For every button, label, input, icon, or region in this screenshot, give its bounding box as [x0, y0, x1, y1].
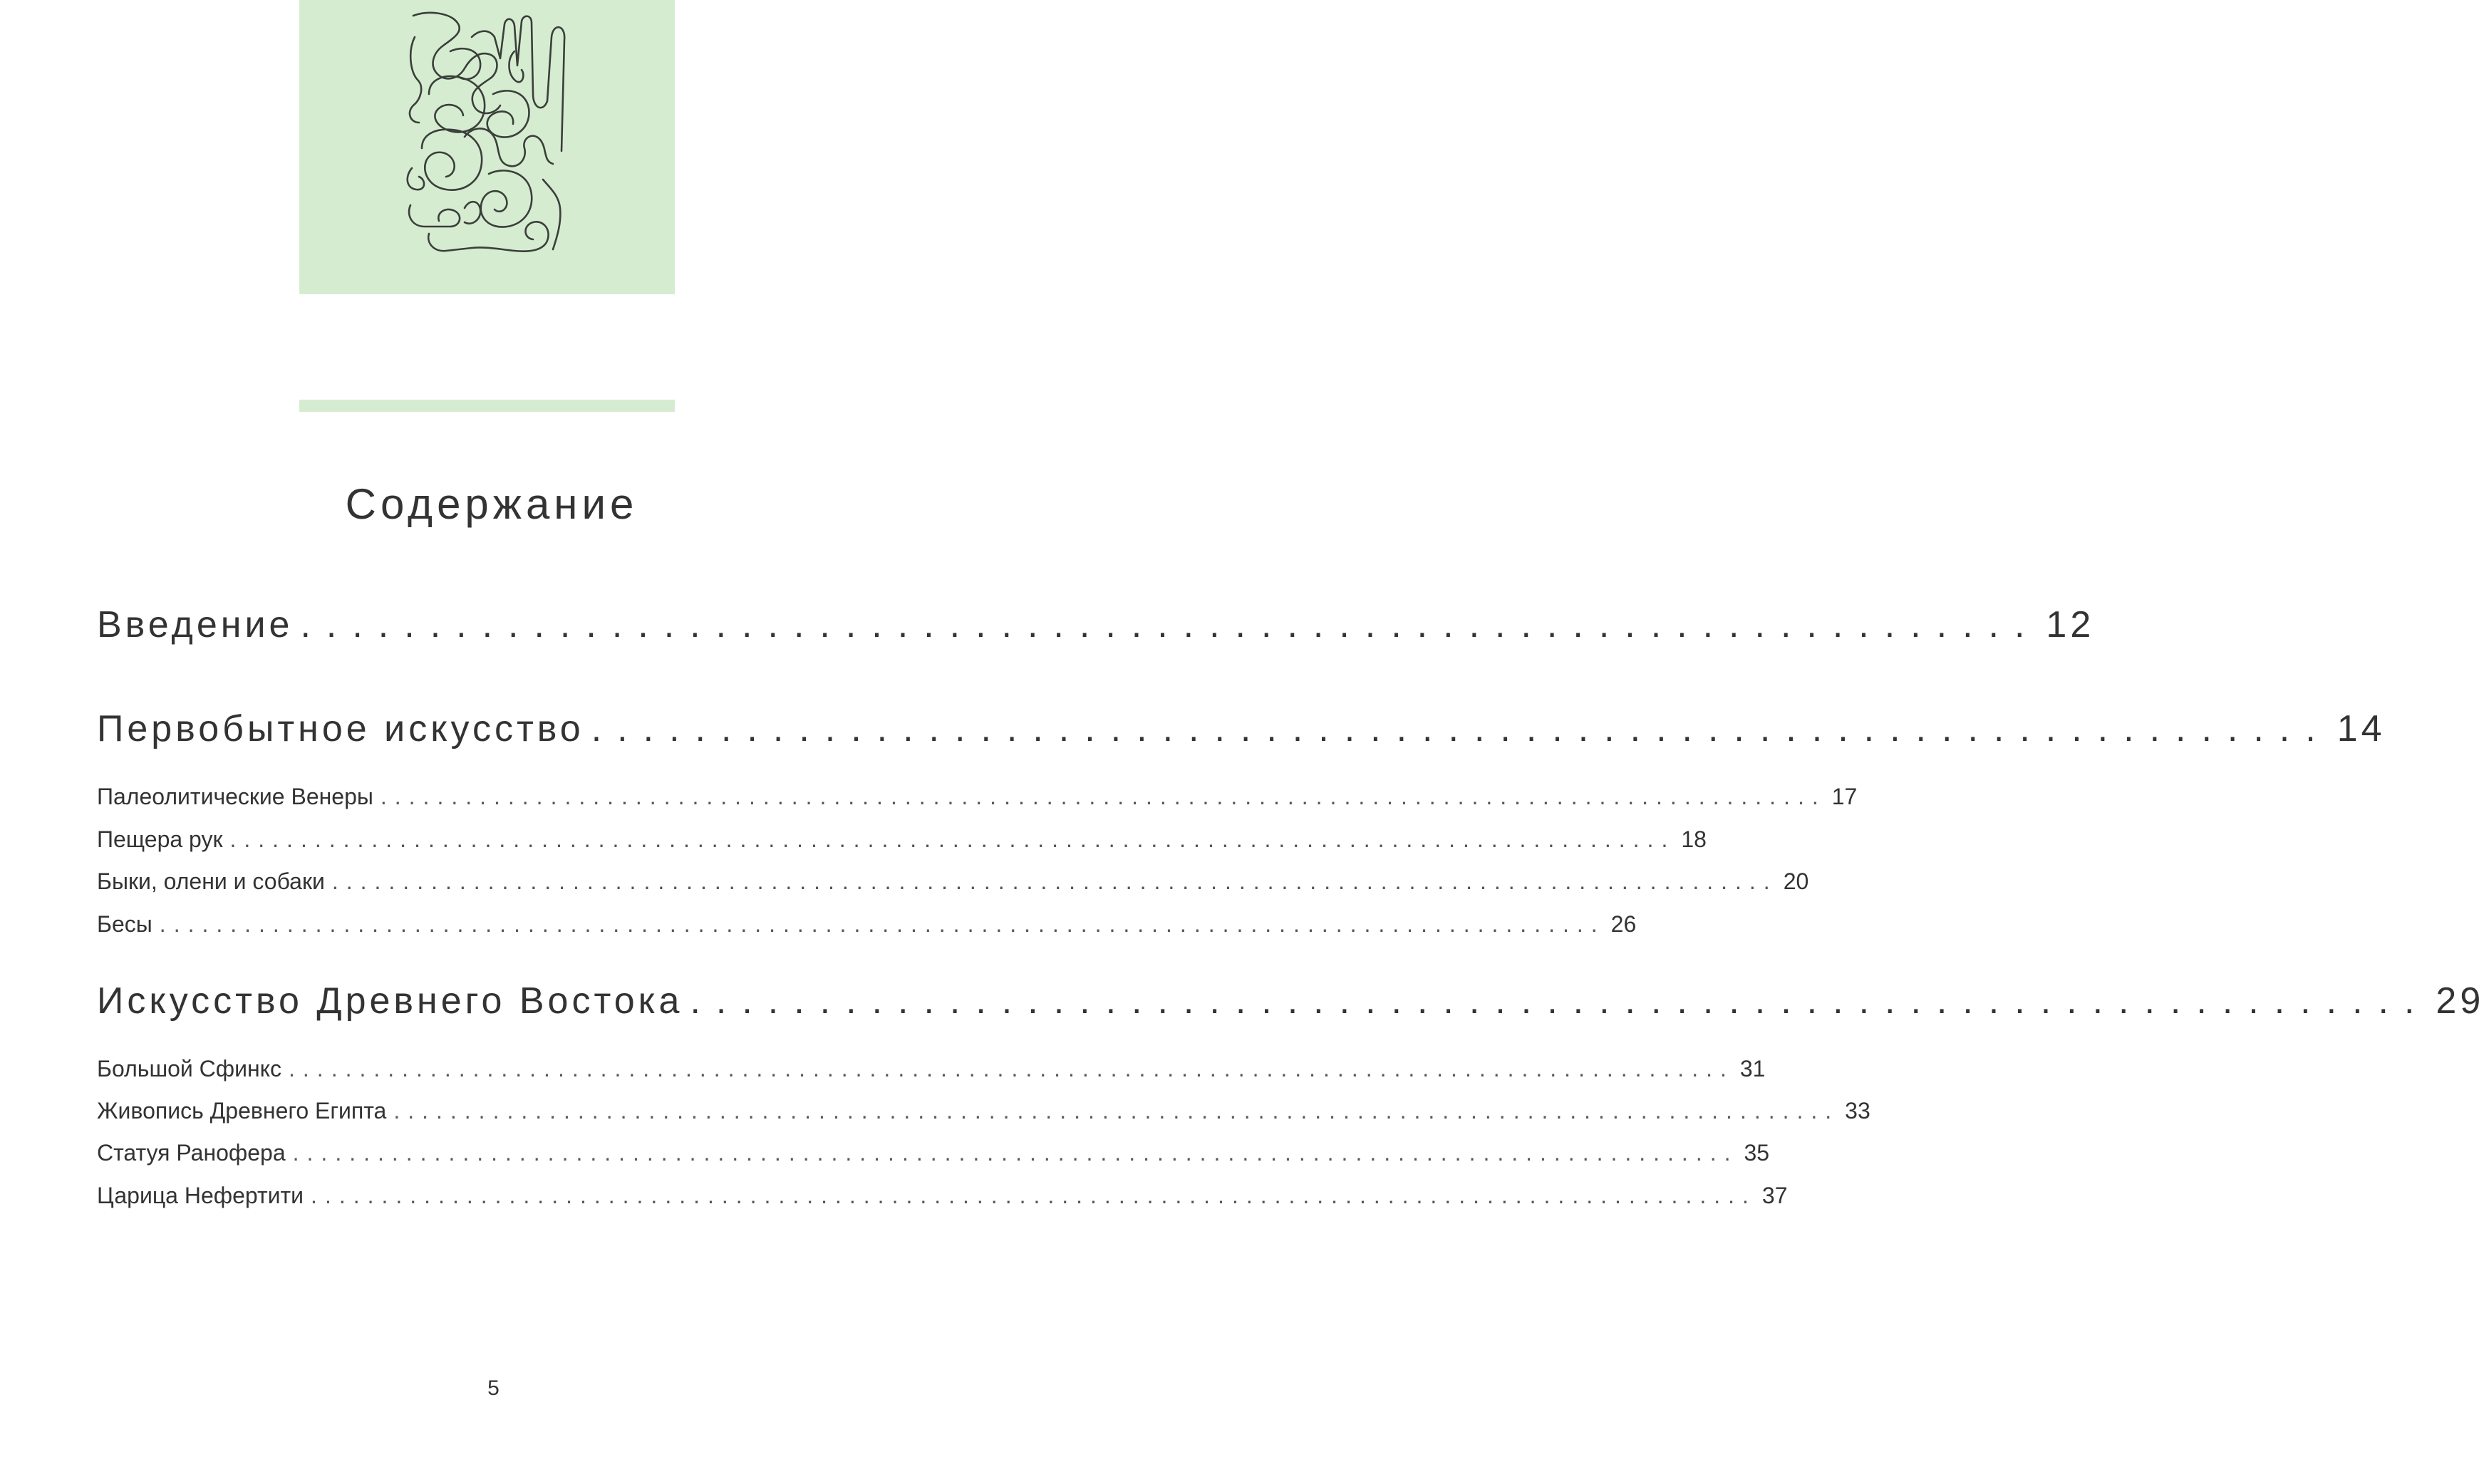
- toc-item-page: 35: [1738, 1137, 1769, 1168]
- toc-item-page: 17: [1826, 781, 1858, 812]
- toc-item[interactable]: [97, 1053, 1766, 1084]
- page-number: 5: [487, 1376, 500, 1400]
- toc-item[interactable]: [97, 1137, 1770, 1168]
- toc-section-introduction[interactable]: [97, 600, 2095, 650]
- toc-title: Содержание: [345, 480, 638, 528]
- toc-section-page: 29: [2430, 976, 2484, 1026]
- toc-leader-dots: ...................................................................: [690, 980, 2431, 1022]
- toc-item[interactable]: [97, 1180, 1788, 1211]
- toc-item-title: Статуя Ранофера: [97, 1137, 293, 1168]
- toc-leader-dots: ......................................................................................................: [380, 784, 1826, 809]
- toc-section-page: 12: [2040, 600, 2094, 650]
- toc-section-primitive-art[interactable]: [97, 704, 2386, 754]
- toc-item-page: 37: [1756, 1180, 1788, 1211]
- toc-leader-dots: ......................................................................................................: [292, 1140, 1739, 1166]
- toc-section-ancient-east[interactable]: [97, 976, 2484, 1026]
- toc-item-title: Быки, олени и собаки: [97, 866, 332, 897]
- toc-item[interactable]: [97, 866, 1809, 897]
- toc-leader-dots: ......................................................................................................: [289, 1056, 1734, 1081]
- cover-illustration-panel: [299, 0, 675, 294]
- toc-section-title: Введение: [97, 600, 300, 650]
- toc-item-title: Большой Сфинкс: [97, 1053, 289, 1084]
- toc-item-page: 20: [1778, 866, 1809, 897]
- toc-section-title: Первобытное искусство: [97, 704, 591, 754]
- toc-leader-dots: ...................................................................: [300, 604, 2041, 645]
- toc-section-title: Искусство Древнего Востока: [97, 976, 690, 1026]
- toc-item[interactable]: [97, 908, 1637, 940]
- toc-item-title: Палеолитические Венеры: [97, 781, 381, 812]
- toc-item-page: 18: [1675, 824, 1707, 855]
- toc-leader-dots: ......................................................................................................: [229, 826, 1676, 852]
- toc-item[interactable]: [97, 1095, 1870, 1126]
- toc-item-page: 26: [1605, 908, 1637, 940]
- abstract-line-art-icon: [400, 9, 571, 254]
- toc-item-title: Царица Нефертити: [97, 1180, 311, 1211]
- toc-leader-dots: ......................................................................................................: [311, 1183, 1756, 1208]
- toc-leader-dots: ...................................................................: [591, 708, 2332, 749]
- toc-leader-dots: ......................................................................................................: [159, 911, 1605, 937]
- toc-section-page: 14: [2332, 704, 2386, 754]
- toc-item-page: 33: [1839, 1095, 1870, 1126]
- toc-item-title: Бесы: [97, 908, 160, 940]
- toc-item[interactable]: [97, 824, 1707, 855]
- toc-item[interactable]: [97, 781, 1858, 812]
- toc-leader-dots: ......................................................................................................: [393, 1098, 1840, 1124]
- toc-item-title: Пещера рук: [97, 824, 229, 855]
- toc-leader-dots: ......................................................................................................: [331, 868, 1778, 894]
- toc-item-page: 31: [1734, 1053, 1766, 1084]
- divider-bar: [299, 400, 675, 412]
- toc-item-title: Живопись Древнего Египта: [97, 1095, 393, 1126]
